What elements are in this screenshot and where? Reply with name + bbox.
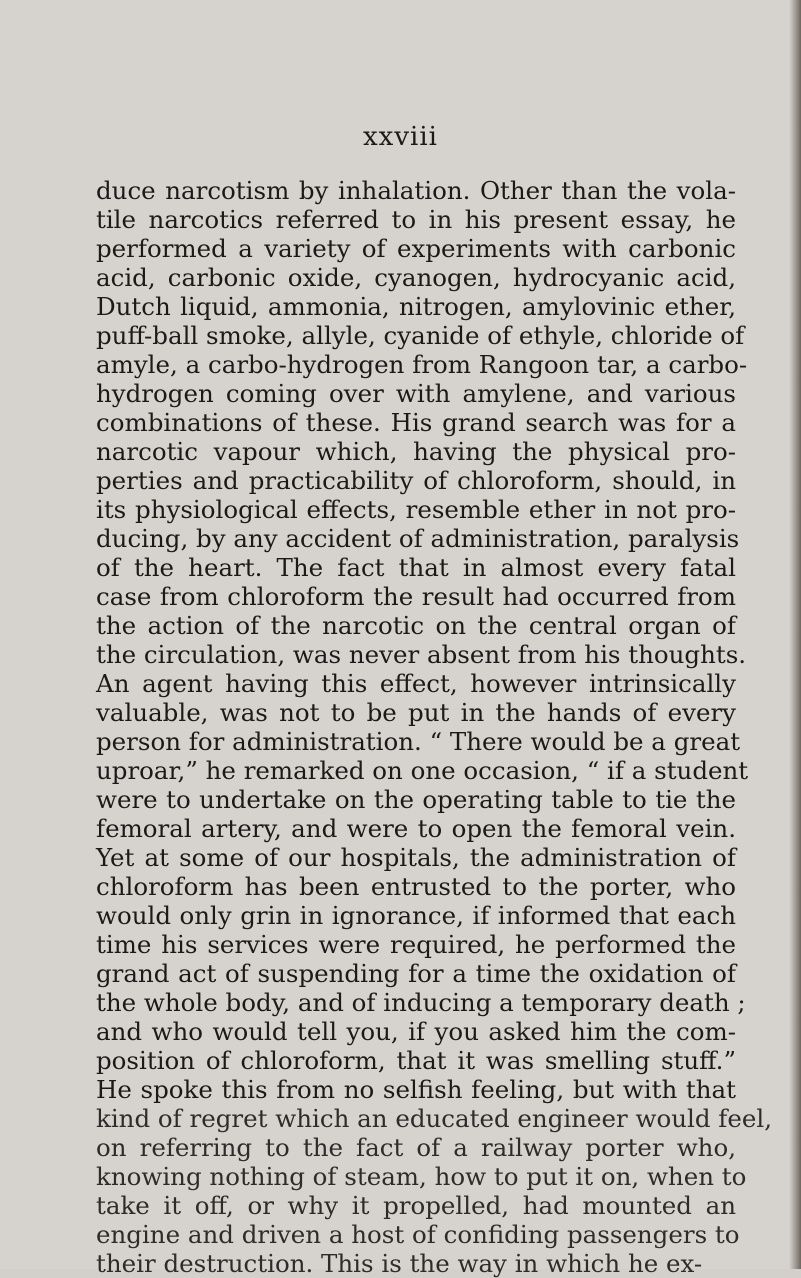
text-line: valuable, was not to be put in the hands of every: [96, 698, 736, 727]
text-line: narcotic vapour which, having the physical pro-: [96, 437, 736, 466]
body-text: [96, 176, 772, 1278]
text-line: grand act of suspending for a time the oxidation of: [96, 959, 736, 988]
text-line: duce narcotism by inhalation. Other than the vola-: [96, 176, 736, 205]
text-line: case from chloroform the result had occurred from: [96, 582, 736, 611]
text-line: knowing nothing of steam, how to put it on, when to: [96, 1162, 747, 1191]
text-line: amyle, a carbo-hydrogen from Rangoon tar, a carbo-: [96, 350, 748, 379]
text-line: tile narcotics referred to in his present essay, he: [96, 205, 736, 234]
text-line: were to undertake on the operating table to tie the: [96, 785, 736, 814]
text-line: performed a variety of experiments with carbonic: [96, 234, 736, 263]
text-line: puff-ball smoke, allyle, cyanide of ethyle, chloride of: [96, 321, 745, 350]
text-line: He spoke this from no selfish feeling, but with that: [96, 1075, 736, 1104]
text-line: femoral artery, and were to open the femoral vein.: [96, 814, 736, 843]
text-line: the circulation, was never absent from his thoughts.: [96, 640, 747, 669]
page-number: xxviii: [363, 122, 438, 152]
text-line: combinations of these. His grand search was for a: [96, 408, 736, 437]
text-line: uproar,” he remarked on one occasion, “ if a student: [96, 756, 749, 785]
text-line: Yet at some of our hospitals, the administration of: [96, 843, 736, 872]
text-line: time his services were required, he performed the: [96, 930, 736, 959]
text-line: ducing, by any accident of administration, paralysis: [96, 524, 740, 553]
text-line: take it off, or why it propelled, had mounted an: [96, 1191, 736, 1220]
text-line: hydrogen coming over with amylene, and various: [96, 379, 736, 408]
text-line: perties and practicability of chloroform, should, in: [96, 466, 736, 495]
text-line: on referring to the fact of a railway porter who,: [96, 1133, 736, 1162]
text-line: of the heart. The fact that in almost every fatal: [96, 553, 736, 582]
text-line: and who would tell you, if you asked him the com-: [96, 1017, 736, 1046]
text-line: the whole body, and of inducing a temporary death ;: [96, 988, 746, 1017]
page-edge-shadow: [789, 0, 801, 1269]
text-line: chloroform has been entrusted to the porter, who: [96, 872, 736, 901]
text-line: An agent having this effect, however intrinsically: [96, 669, 736, 698]
text-line: kind of regret which an educated engineer would feel,: [96, 1104, 772, 1133]
text-line: engine and driven a host of confiding passengers to: [96, 1220, 740, 1249]
text-line: the action of the narcotic on the central organ of: [96, 611, 736, 640]
text-line: their destruction. This is the way in which he ex-: [96, 1249, 703, 1278]
text-line: acid, carbonic oxide, cyanogen, hydrocyanic acid,: [96, 263, 736, 292]
text-line: position of chloroform, that it was smelling stuff.”: [96, 1046, 736, 1075]
text-line: Dutch liquid, ammonia, nitrogen, amylovinic ether,: [96, 292, 736, 321]
text-line: person for administration. “ There would be a great: [96, 727, 741, 756]
text-line: would only grin in ignorance, if informed that each: [96, 901, 736, 930]
text-line: its physiological effects, resemble ether in not pro-: [96, 495, 736, 524]
